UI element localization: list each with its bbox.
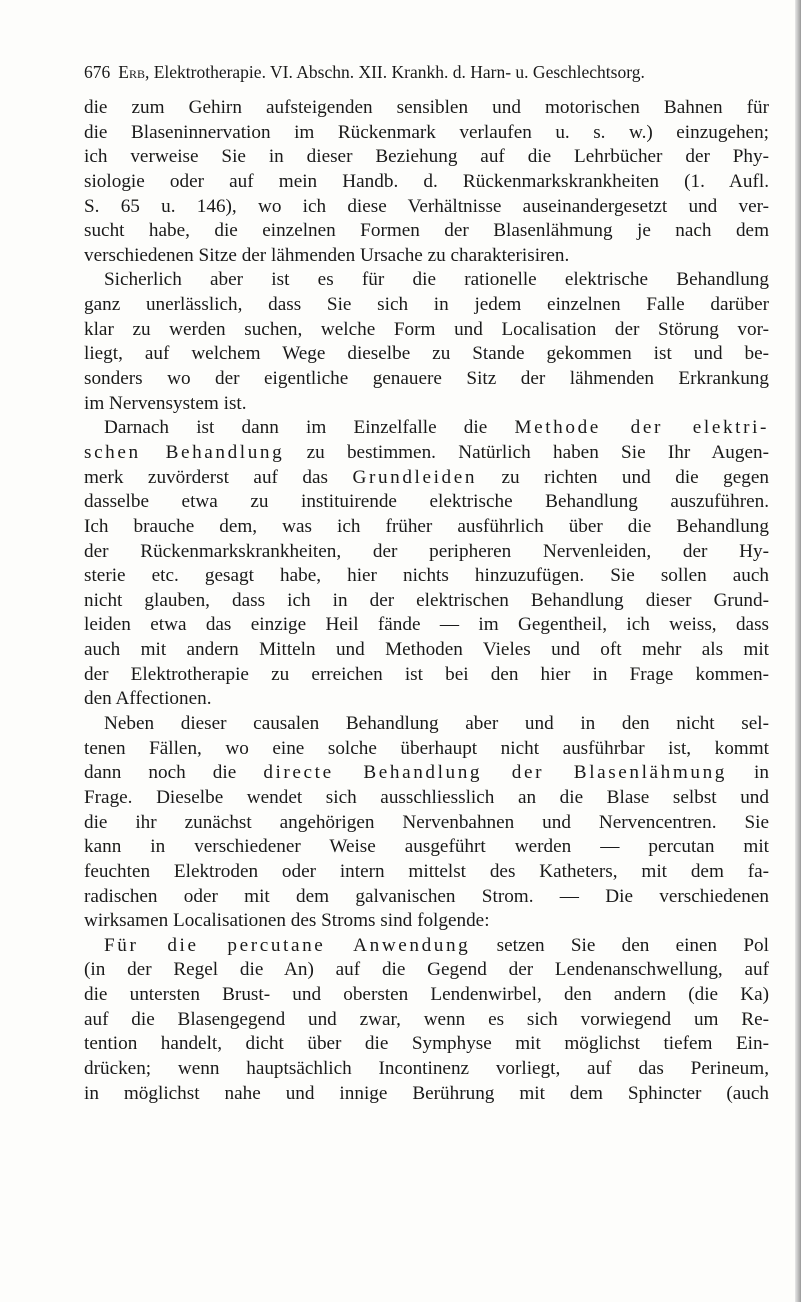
text-line: die untersten Brust- und obersten Lendenwirbel, den andern (die Ka) (84, 984, 769, 1006)
emphasis-run: schen Behandlung (84, 441, 285, 463)
text-line (84, 441, 769, 466)
page-number: 676 (84, 62, 111, 82)
running-header (84, 60, 769, 84)
text-line: auf die Blasengegend und zwar, wenn es sich vorwiegend um Re- (84, 1008, 769, 1030)
text-line: klar zu werden suchen, welche Form und Localisation der Störung vor- (84, 318, 769, 340)
text-line (84, 761, 769, 786)
text-line: der Rückenmarkskrankheiten, der peripheren Nervenleiden, der Hy- (84, 540, 769, 562)
text-line: feuchten Elektroden oder intern mittelst des Katheters, mit dem fa- (84, 860, 769, 882)
text-run: dann noch die (84, 762, 264, 784)
text-line: ganz unerlässlich, dass Sie sich in jedem einzelnen Falle darüber (84, 294, 769, 316)
text-line: ich verweise Sie in dieser Beziehung auf die Lehrbücher der Phy- (84, 146, 769, 168)
header-title: , Elektrotherapie. VI. Abschn. XII. Krankh. d. Harn- u. Geschlechtsorg. (144, 62, 645, 82)
text-line: leiden etwa das einzige Heil fände — im Gegentheil, ich weiss, dass (84, 614, 769, 636)
text-line: Ich brauche dem, was ich früher ausführlich über die Behandlung (84, 515, 769, 537)
text-line: im Nervensystem ist. (84, 392, 247, 414)
text-line: dasselbe etwa zu instituirende elektrische Behandlung auszuführen. (84, 491, 769, 513)
text-line: sucht habe, die einzelnen Formen der Blasenlähmung je nach dem (84, 220, 769, 242)
emphasis-run: Grundleiden (352, 466, 478, 488)
text-run: zu bestimmen. Natürlich haben Sie Ihr Augen- (284, 441, 769, 463)
text-line (84, 416, 769, 441)
text-line: siologie oder auf mein Handb. d. Rückenmarkskrankheiten (1. Aufl. (84, 170, 769, 192)
text-line: den Affectionen. (84, 688, 212, 710)
text-line: die Blaseninnervation im Rückenmark verlaufen u. s. w.) einzugehen; (84, 121, 769, 143)
text-line: drücken; wenn hauptsächlich Incontinenz vorliegt, auf das Perineum, (84, 1057, 769, 1079)
text-line: Neben dieser causalen Behandlung aber und in den nicht sel- (104, 713, 769, 735)
text-line (84, 934, 769, 959)
text-line: der Elektrotherapie zu erreichen ist bei den hier in Frage kommen- (84, 663, 769, 685)
emphasis-run: Methode der elektri- (514, 417, 769, 439)
text-line: tention handelt, dicht über die Symphyse mit möglichst tiefem Ein- (84, 1033, 769, 1055)
page-edge (795, 0, 801, 1302)
text-line: Frage. Dieselbe wendet sich ausschliesslich an die Blase selbst und (84, 786, 769, 808)
text-line: die ihr zunächst angehörigen Nervenbahnen und Nervencentren. Sie (84, 811, 769, 833)
header-author: Erb (118, 62, 145, 82)
text-line: sterie etc. gesagt habe, hier nichts hinzuzufügen. Sie sollen auch (84, 565, 769, 587)
text-run: setzen Sie den einen Pol (470, 934, 769, 956)
text-run: zu richten und die gegen (477, 466, 769, 488)
emphasis-run: directe Behandlung der Blasenlähmung (263, 762, 727, 784)
text-line: Sicherlich aber ist es für die rationelle elektrische Behandlung (104, 269, 769, 291)
text-line: die zum Gehirn aufsteigenden sensiblen und motorischen Bahnen für (84, 97, 769, 118)
body-text (84, 96, 769, 1106)
text-line: nicht glauben, dass ich in der elektrischen Behandlung dieser Grund- (84, 589, 769, 611)
text-run: Darnach ist dann im Einzelfalle die (104, 417, 515, 439)
text-run: merk zuvörderst auf das (84, 466, 353, 488)
text-line: verschiedenen Sitze der lähmenden Ursache zu charakterisiren. (84, 244, 570, 266)
text-line: in möglichst nahe und innige Berührung mit dem Sphincter (auch (84, 1082, 769, 1104)
text-line: radischen oder mit dem galvanischen Strom. — Die verschiedenen (84, 885, 769, 907)
text-line: auch mit andern Mitteln und Methoden Vieles und oft mehr als mit (84, 639, 769, 661)
text-line: kann in verschiedener Weise ausgeführt werden — percutan mit (84, 836, 769, 858)
text-line: liegt, auf welchem Wege dieselbe zu Stande gekommen ist und be- (84, 343, 769, 365)
emphasis-run: Für die percutane Anwendung (104, 934, 471, 956)
text-line (84, 466, 769, 491)
text-run: in (726, 762, 769, 784)
text-line: (in der Regel die An) auf die Gegend der Lendenanschwellung, auf (84, 959, 769, 981)
text-line: tenen Fällen, wo eine solche überhaupt nicht ausführbar ist, kommt (84, 737, 769, 759)
text-line: S. 65 u. 146), wo ich diese Verhältnisse auseinandergesetzt und ver- (84, 195, 769, 217)
text-line: sonders wo der eigentliche genauere Sitz der lähmenden Erkrankung (84, 368, 769, 390)
text-line: wirksamen Localisationen des Stroms sind folgende: (84, 910, 490, 932)
